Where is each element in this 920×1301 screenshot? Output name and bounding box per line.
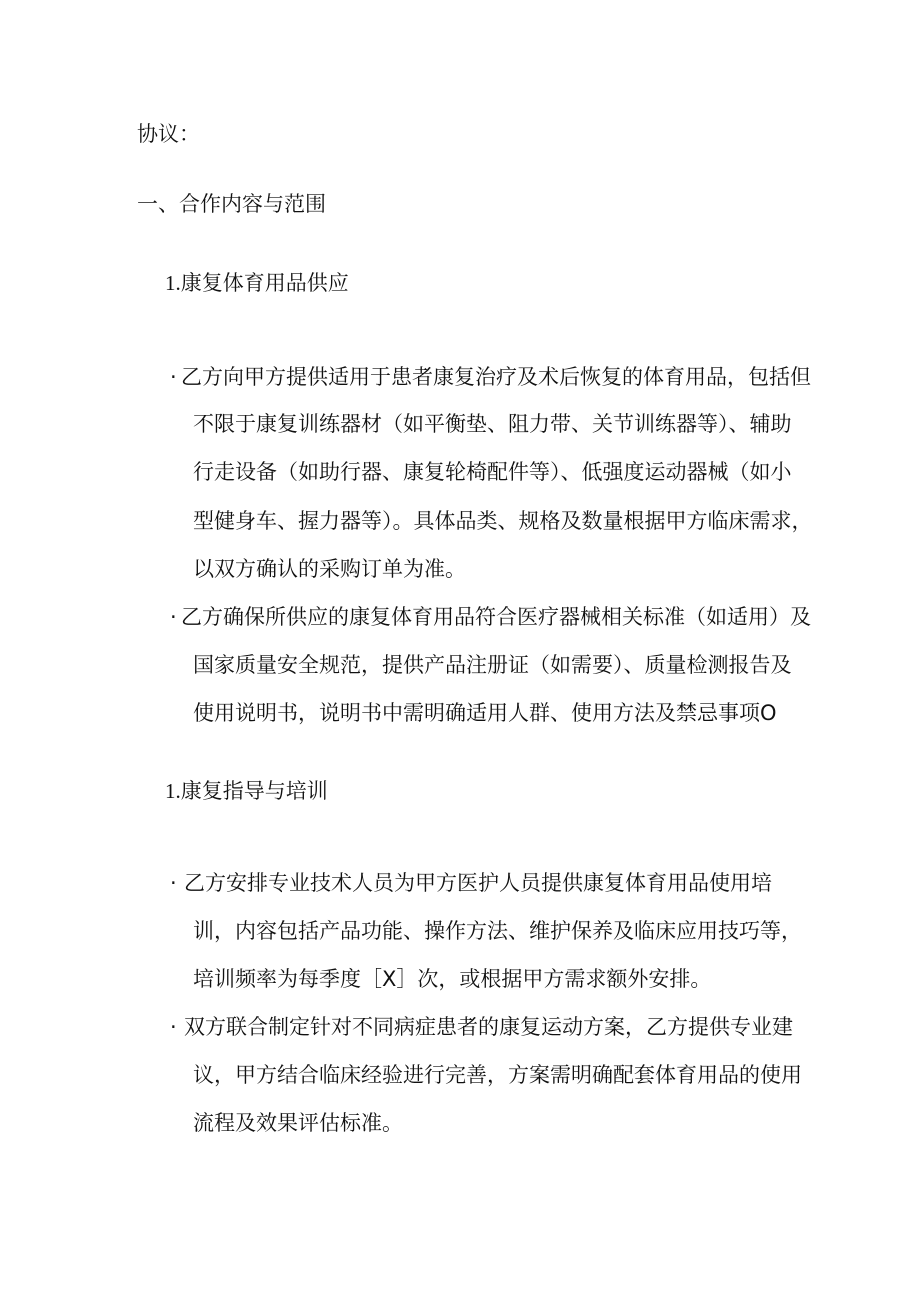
paragraph-line: 流程及效果评估标准。 xyxy=(193,1111,403,1135)
paragraph-line: 双方联合制定针对不同病症患者的康复运动方案，乙方提供专业建 xyxy=(184,1015,793,1039)
paragraph-line: 乙方安排专业技术人员为甲方医护人员提供康复体育用品使用培 xyxy=(184,871,772,895)
paragraph-line: 乙方向甲方提供适用于患者康复治疗及术后恢复的体育用品，包括但 xyxy=(181,365,811,389)
subsection-number: 1. xyxy=(165,779,181,803)
subsection-number: 1. xyxy=(165,271,181,295)
paragraph-line: 国家质量安全规范，提供产品注册证（如需要）、质量检测报告及 xyxy=(193,653,792,677)
paragraph-line: 乙方确保所供应的康复体育用品符合医疗器械相关标准（如适用）及 xyxy=(181,605,811,629)
subsection-title-text: 康复指导与培训 xyxy=(180,779,328,803)
subsection-title-text: 康复体育用品供应 xyxy=(180,271,349,295)
subsection-title-supply xyxy=(165,269,349,297)
bullet-marker: · xyxy=(170,365,177,389)
paragraph-line: 不限于康复训练器材（如平衡垫、阻力带、关节训练器等）、辅助 xyxy=(193,412,792,436)
paragraph-line: 训，内容包括产品功能、操作方法、维护保养及临床应用技巧等， xyxy=(193,919,802,943)
paragraph-line: 型健身车、握力器等）。具体品类、规格及数量根据甲方临床需求， xyxy=(193,509,813,533)
paragraph-line: 议，甲方结合临床经验进行完善，方案需明确配套体育用品的使用 xyxy=(193,1063,802,1087)
paragraph-line: 培训频率为每季度［X］次，或根据甲方需求额外安排。 xyxy=(193,967,712,991)
section-heading: 一、合作内容与范围 xyxy=(137,192,326,216)
intro-text: 协议： xyxy=(137,122,200,146)
paragraph-line: 行走设备（如助行器、康复轮椅配件等）、低强度运动器械（如小 xyxy=(193,460,792,484)
subsection-title-training xyxy=(165,777,328,805)
bullet-marker: · xyxy=(170,605,177,629)
paragraph-line: 以双方确认的采购订单为准。 xyxy=(193,557,466,581)
bullet-marker: · xyxy=(170,871,177,895)
paragraph-line: 使用说明书，说明书中需明确适用人群、使用方法及禁忌事项O xyxy=(193,701,777,725)
bullet-marker: · xyxy=(170,1015,177,1039)
